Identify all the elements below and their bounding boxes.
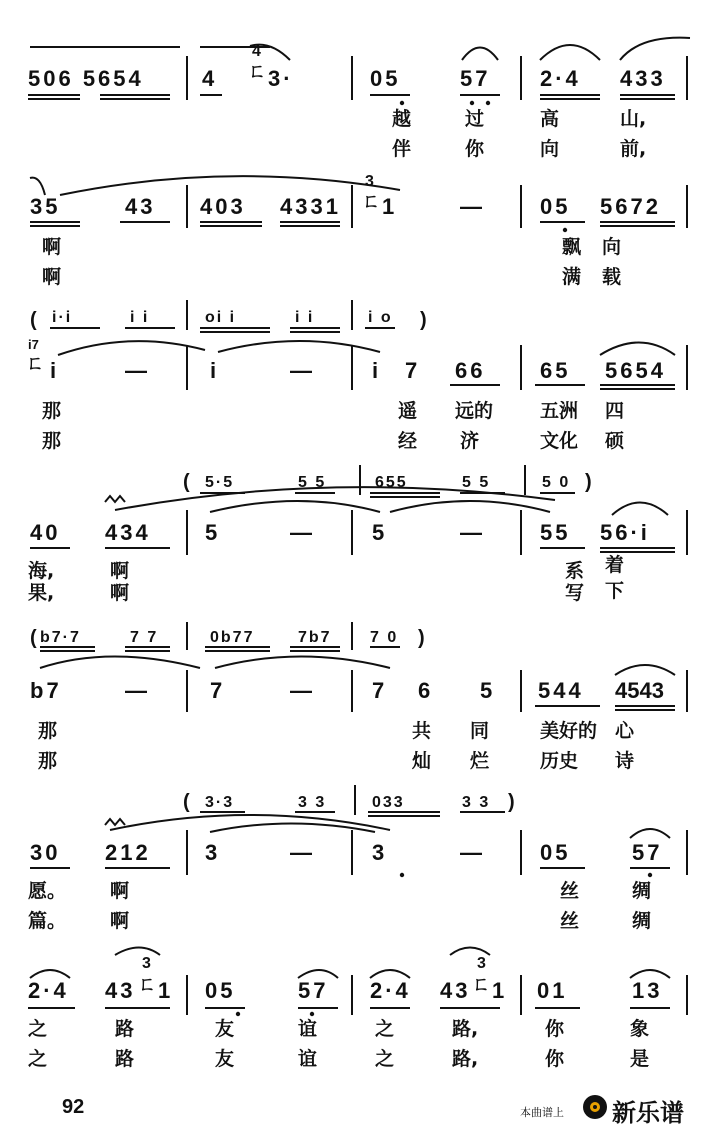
row2-note: 43 bbox=[125, 194, 156, 219]
row7-lyric2: 友 bbox=[215, 1048, 235, 1070]
footer-note: 本曲谱上 bbox=[520, 1106, 564, 1119]
row3-lyric: 四 bbox=[605, 400, 625, 422]
row3-note: 7 bbox=[405, 358, 421, 383]
row6-lyric2: 绸 bbox=[632, 910, 652, 932]
row7-grace: 3 bbox=[477, 955, 488, 972]
row3-note: i bbox=[372, 358, 382, 383]
row4-note: 55 bbox=[540, 520, 571, 545]
row4-lyric2: 下 bbox=[605, 580, 625, 602]
row1-note-3: 3· bbox=[268, 66, 294, 91]
row5-lyric: 同 bbox=[470, 720, 490, 742]
row2-note: 403 bbox=[200, 194, 246, 219]
row3-dash: — bbox=[125, 358, 150, 383]
row7-lyric: 友 bbox=[215, 1018, 235, 1040]
row5-accomp: 7 7 bbox=[130, 629, 159, 646]
row5-note: 6 bbox=[418, 678, 434, 703]
row3-accomp: i·i bbox=[52, 309, 73, 326]
row6-accomp: 033 bbox=[372, 794, 405, 811]
row1-note-24: 2·4 bbox=[540, 66, 581, 91]
row7-lyric: 谊 bbox=[298, 1018, 318, 1040]
row2-lyric: 向 bbox=[602, 236, 622, 258]
row5-dash: — bbox=[290, 678, 315, 703]
row7-lyric: 之 bbox=[28, 1018, 48, 1040]
row5-lyric: 那 bbox=[38, 720, 58, 742]
row7-note: 1 bbox=[492, 978, 508, 1003]
row7-grace-tie: ㄈ bbox=[138, 974, 159, 994]
row1-grace: 4 bbox=[252, 43, 263, 60]
row6-dash: — bbox=[460, 840, 485, 865]
row2-lyric2: 载 bbox=[602, 266, 622, 288]
row3-accomp: i o bbox=[368, 309, 393, 326]
row2-note: 5672 bbox=[600, 194, 661, 219]
row2-dash: — bbox=[460, 194, 485, 219]
row5-lyric: 共 bbox=[412, 720, 432, 742]
row3-accomp: ) bbox=[420, 309, 429, 331]
row4-note: 434 bbox=[105, 520, 151, 545]
row2-grace: 3 bbox=[365, 173, 376, 190]
row4-lyric2: 果, bbox=[28, 582, 55, 604]
row3-grace: i7 bbox=[28, 337, 39, 352]
row1-lyric2: 伴 bbox=[392, 138, 412, 160]
row5-dash: — bbox=[125, 678, 150, 703]
row7-lyric: 之 bbox=[375, 1018, 395, 1040]
row5-accomp: ( bbox=[30, 627, 39, 649]
row6-note: 05 bbox=[540, 840, 571, 865]
row6-note: 30 bbox=[30, 840, 61, 865]
row7-note: 57 bbox=[298, 978, 329, 1003]
row5-note: b7 bbox=[30, 678, 62, 703]
row2-lyric2: 啊 bbox=[42, 266, 62, 288]
row6-accomp: ) bbox=[508, 791, 517, 813]
row4-note: 5 bbox=[205, 520, 221, 545]
row5-accomp: 7 0 bbox=[370, 629, 399, 646]
row6-accomp: 3·3 bbox=[205, 794, 235, 811]
row5-accomp: 0b77 bbox=[210, 629, 255, 646]
row6-lyric2: 丝 bbox=[560, 910, 580, 932]
row6-note: 57 bbox=[632, 840, 663, 865]
row5-note: 5 bbox=[480, 678, 496, 703]
row3-accomp: ( bbox=[30, 309, 39, 331]
row3-lyric2: 那 bbox=[42, 430, 62, 452]
row3-note: 5654 bbox=[605, 358, 666, 383]
row4-note: 5 bbox=[372, 520, 388, 545]
row4-note: 40 bbox=[30, 520, 61, 545]
row1-note-57: 57 bbox=[460, 66, 491, 91]
row7-grace: 3 bbox=[142, 955, 153, 972]
row6-lyric: 愿。 bbox=[28, 880, 67, 902]
row4-accomp: 5 5 bbox=[462, 474, 491, 491]
row5-lyric2: 烂 bbox=[470, 750, 490, 772]
row7-lyric2: 路 bbox=[115, 1048, 135, 1070]
row7-lyric2: 是 bbox=[630, 1048, 650, 1070]
row7-note: 13 bbox=[632, 978, 663, 1003]
row3-note: 66 bbox=[455, 358, 486, 383]
row4-note: 56·i bbox=[600, 520, 650, 545]
row4-lyric2: 写 bbox=[565, 582, 585, 604]
row5-lyric: 心 bbox=[615, 720, 635, 742]
row7-lyric: 路 bbox=[115, 1018, 135, 1040]
row3-lyric: 远的 bbox=[455, 400, 494, 422]
row3-accomp: i i bbox=[130, 309, 150, 326]
row5-lyric2: 诗 bbox=[615, 750, 635, 772]
row1-note-05: 05 bbox=[370, 66, 401, 91]
row7-lyric2: 你 bbox=[545, 1048, 565, 1070]
row3-note: 65 bbox=[540, 358, 571, 383]
row4-accomp: ( bbox=[183, 471, 192, 493]
row3-lyric2: 经 bbox=[398, 430, 418, 452]
row3-lyric2: 硕 bbox=[605, 430, 625, 452]
row7-note: 2·4 bbox=[370, 978, 411, 1003]
row4-accomp: 655 bbox=[375, 474, 408, 491]
row6-accomp: ( bbox=[183, 791, 192, 813]
row5-note: 544 bbox=[538, 678, 584, 703]
row4-lyric: 系 bbox=[565, 560, 585, 582]
row6-note: 3 bbox=[205, 840, 221, 865]
row6-lyric2: 篇。 bbox=[28, 910, 67, 932]
row3-accomp: oi i bbox=[205, 309, 237, 326]
row5-accomp: 7b7 bbox=[298, 629, 332, 646]
row6-accomp: 3 3 bbox=[462, 794, 491, 811]
row5-note: 7 bbox=[210, 678, 226, 703]
row7-lyric2: 之 bbox=[28, 1048, 48, 1070]
row7-lyric2: 谊 bbox=[298, 1048, 318, 1070]
row5-lyric: 美好的 bbox=[540, 720, 598, 742]
row2-note: 05 bbox=[540, 194, 571, 219]
row2-lyric2: 满 bbox=[562, 266, 582, 288]
row2-grace-tie: ㄈ bbox=[362, 191, 383, 211]
row1-grace-tie: ㄈ bbox=[248, 61, 269, 81]
row6-accomp: 3 3 bbox=[298, 794, 327, 811]
row7-lyric: 路, bbox=[452, 1018, 479, 1040]
row3-note: i bbox=[50, 358, 60, 383]
row5-note: 4543 bbox=[615, 678, 664, 703]
row1-lyric: 越 bbox=[392, 108, 412, 130]
row3-lyric2: 济 bbox=[460, 430, 480, 452]
row3-dash: — bbox=[290, 358, 315, 383]
row3-accomp: i i bbox=[295, 309, 315, 326]
row4-dash: — bbox=[290, 520, 315, 545]
row5-lyric2: 历史 bbox=[540, 750, 579, 772]
row6-dash: — bbox=[290, 840, 315, 865]
row1-lyric: 山, bbox=[620, 108, 647, 130]
row5-accomp: ) bbox=[418, 627, 427, 649]
row1-lyric: 高 bbox=[540, 108, 560, 130]
logo-icon bbox=[582, 1094, 608, 1120]
row7-grace-tie: ㄈ bbox=[472, 974, 493, 994]
row1-lyric2: 前, bbox=[620, 138, 647, 160]
row1-note-433: 433 bbox=[620, 66, 666, 91]
row1-lyric2: 你 bbox=[465, 138, 485, 160]
row7-note: 43 bbox=[440, 978, 471, 1003]
row1-measure1: 506 5654 bbox=[28, 66, 144, 91]
row5-lyric2: 那 bbox=[38, 750, 58, 772]
row2-note: 4331 bbox=[280, 194, 341, 219]
row7-note: 01 bbox=[537, 978, 568, 1003]
row6-lyric2: 啊 bbox=[110, 910, 130, 932]
row3-lyric: 遥 bbox=[398, 400, 418, 422]
row7-lyric: 象 bbox=[630, 1018, 650, 1040]
row7-note: 1 bbox=[158, 978, 174, 1003]
row3-lyric: 那 bbox=[42, 400, 62, 422]
row5-note: 7 bbox=[372, 678, 388, 703]
row4-accomp: 5·5 bbox=[205, 474, 235, 491]
row4-accomp: ) bbox=[585, 471, 594, 493]
row7-note: 05 bbox=[205, 978, 236, 1003]
row6-note: 212 bbox=[105, 840, 151, 865]
row3-lyric: 五洲 bbox=[540, 400, 579, 422]
row2-lyric: 飘 bbox=[562, 236, 582, 258]
row3-lyric2: 文化 bbox=[540, 430, 579, 452]
row6-lyric: 绸 bbox=[632, 880, 652, 902]
row1-note-4: 4 bbox=[202, 66, 218, 91]
row3-note: i bbox=[210, 358, 220, 383]
row4-lyric: 着 bbox=[605, 554, 625, 576]
row4-lyric2: 啊 bbox=[110, 582, 130, 604]
row2-note: 35 bbox=[30, 194, 61, 219]
row2-lyric: 啊 bbox=[42, 236, 62, 258]
row4-accomp: 5 5 bbox=[298, 474, 327, 491]
row7-lyric2: 路, bbox=[452, 1048, 479, 1070]
row4-dash: — bbox=[460, 520, 485, 545]
row1-lyric2: 向 bbox=[540, 138, 560, 160]
row4-accomp: 5 0 bbox=[542, 474, 571, 491]
row6-lyric: 丝 bbox=[560, 880, 580, 902]
row7-note: 43 bbox=[105, 978, 136, 1003]
row4-lyric: 啊 bbox=[110, 560, 130, 582]
row3-grace-tie: ㄈ bbox=[26, 353, 47, 373]
row6-lyric: 啊 bbox=[110, 880, 130, 902]
page-number: 92 bbox=[62, 1096, 85, 1118]
row6-note: 3 bbox=[372, 840, 388, 865]
row5-accomp: b7·7 bbox=[40, 629, 81, 646]
row7-note: 2·4 bbox=[28, 978, 69, 1003]
logo-text: 新乐谱 bbox=[612, 1099, 684, 1127]
row7-lyric2: 之 bbox=[375, 1048, 395, 1070]
row7-lyric: 你 bbox=[545, 1018, 565, 1040]
row1-lyric: 过 bbox=[465, 108, 485, 130]
row4-lyric: 海, bbox=[28, 560, 55, 582]
row2-note: 1 bbox=[382, 194, 398, 219]
row5-lyric2: 灿 bbox=[412, 750, 432, 772]
